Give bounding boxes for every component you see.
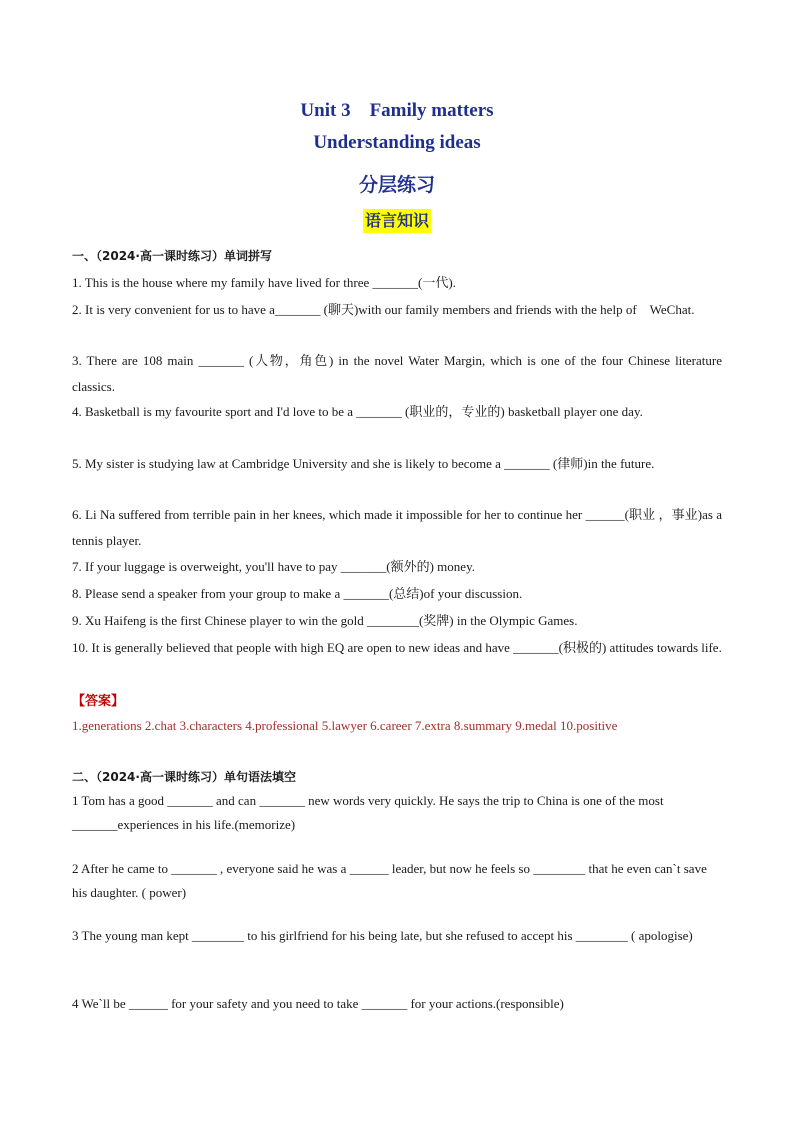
grammar-question-1: 1 Tom has a good _______ and can _______ new words very quickly. He says the trip to China is one of the most _______experiences in his life.(memorize) [72,793,664,832]
grammar-question-4: 4 We`ll be ______ for your safety and you need to take _______ for your actions.(responsible) [72,996,564,1011]
grammar-question-3: 3 The young man kept ________ to his girlfriend for his being late, but she refused to accept his ________ ( apologise) [72,928,693,943]
answer-text: 1.generations 2.chat 3.characters 4.professional 5.lawyer 6.career 7.extra 8.summary 9.medal 10.positive [72,718,618,733]
section-badge: 语言知识 [363,209,431,233]
question-10: 10. It is generally believed that people with high EQ are open to new ideas and have _______(积极的) attitudes towards life. [72,640,722,655]
question-1: 1. This is the house where my family have lived for three _______(一代). [72,275,456,290]
badge-row [0,209,794,233]
question-5: 5. My sister is studying law at Cambridge University and she is likely to become a _______ (律师)in the future. [72,456,655,471]
question-6: 6. Li Na suffered from terrible pain in her knees, which made it impossible for her to continue her ______(职业 ，事业)as a tennis player. [72,507,722,548]
section1-heading: 一、（2024·高一课时练习）单词拼写 [72,249,272,263]
question-7: 7. If your luggage is overweight, you'll have to pay _______(额外的) money. [72,559,475,574]
subtitle: 分层练习 [358,174,435,196]
answer-label: 【答案】 [72,694,125,709]
unit-title: Unit 3 Family matters [300,100,494,121]
lesson-title: Understanding ideas [313,132,481,153]
grammar-question-2: 2 After he came to _______ , everyone said he was a ______ leader, but now he feels so ________ that he even can`t save his daughter. ( power) [72,861,707,900]
question-2: 2. It is very convenient for us to have a_______ (聊天)with our family members and friends with the help of WeChat. [72,302,695,317]
question-4: 4. Basketball is my favourite sport and I'd love to be a _______ (职业的，专业的) basketball player one day. [72,404,643,419]
section2-heading: 二、（2024·高一课时练习）单句语法填空 [72,770,296,784]
question-8: 8. Please send a speaker from your group to make a _______(总结)of your discussion. [72,586,523,601]
question-3: 3. There are 108 main _______ (人物，角色) in the novel Water Margin, which is one of the four Chinese literature classics. [72,353,722,394]
question-9: 9. Xu Haifeng is the first Chinese player to win the gold ________(奖牌) in the Olympic Games. [72,613,578,628]
